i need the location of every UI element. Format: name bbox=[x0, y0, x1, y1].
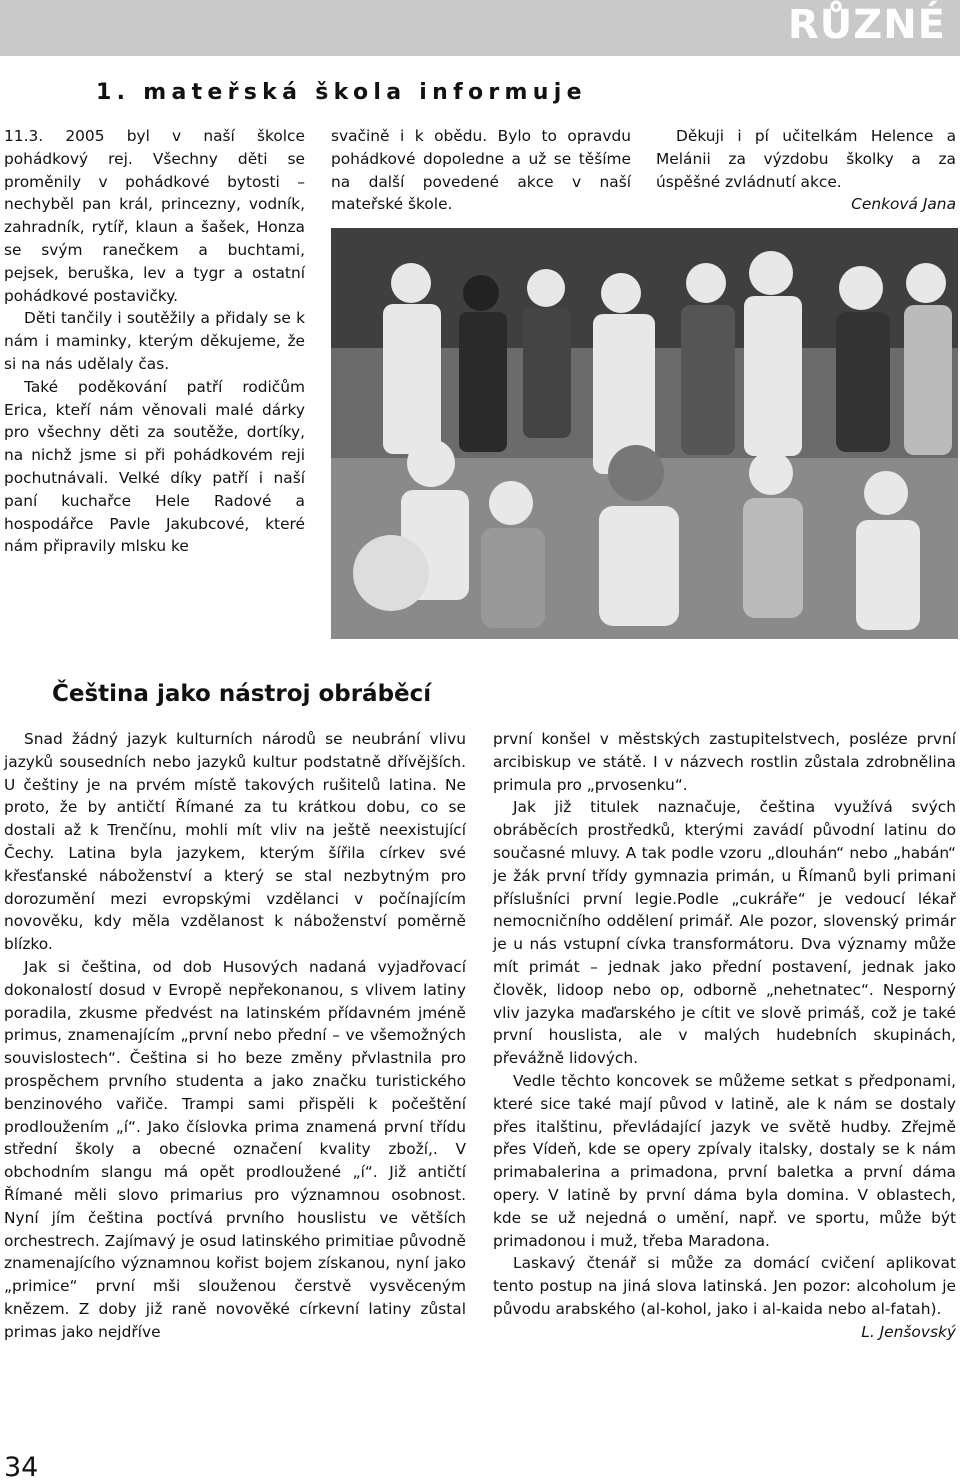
section-title: RŮZNÉ bbox=[787, 2, 946, 48]
paragraph: Také poděkování patří rodičům Erica, kteří nám věnovali malé dárky pro všechny děti za soutěže, dortíky, na nichž jsme si při pohádkovém reji pochutnávali. Velké díky patří i naší paní kuchařce Hele Radové a hospodářce Pavle Jakubcové, které nám připravily mlsku ke bbox=[4, 377, 305, 556]
article-column-1 bbox=[4, 125, 305, 558]
paragraph: Vedle těchto koncovek se můžeme setkat s předponami, které sice také mají původ v latině, ale k nám se dostaly přes italštinu, převládající jazyk ve světě hudby. Zřejmě přes Vídeň, kde se opery zpívaly italsky, dostaly se k nám primabalerina a primadona, první baletka a první dáma opery. V latině by první dáma byla domina. V oblastech, kde se už nejedná o umění, např. ve sportu, může být primadonou i muž, třeba Maradona. bbox=[493, 1071, 956, 1250]
paragraph: Laskavý čtenář si může za domácí cvičení aplikovat tento postup na jiná slova latinská. Jen pozor: alcoholum je původu arabského (al-kohol, jako i al-kaida nebo al-fatah). bbox=[493, 1254, 956, 1318]
paragraph: 11.3. 2005 byl v naší školce pohádkový rej. Všechny děti se proměnily v pohádkové bytosti – nechyběl pan král, princezny, vodník, zahradník, rytíř, klaun a šašek, Honza se svým ranečkem a buchtami, pejsek, beruška, lev a tygr a ostatní pohádkové postavičky. bbox=[4, 127, 305, 305]
signature: Cenková Jana bbox=[851, 195, 956, 214]
paragraph: svačině i k obědu. Bylo to opravdu pohádkové dopoledne a už se těšíme na další povedené akce v naší mateřské škole. bbox=[331, 127, 631, 214]
paragraph: Jak si čeština, od dob Husových nadaná vyjadřovací dokonalostí dosud v Evropě nepřekonanou, s vlivem latiny poradila, zkusme předvést na latinském přídavném jméně primus, znamenajícím „první nebo přední – ve všemožných souvislostech“. Čeština si ho beze změny přvlastnila pro prospěchem prvního studenta a jako značku turistického benzinového vařiče. Trampi sami přispěli k počeštění prodloužením „í“. Jako číslovka prima znamená první třídu střední školy a obecné označení kvality zboží,. V obchodním slangu má opět prodloužené „í“. Již antičtí Římané měli slovo primarius pro významnou osobnost. Nyní jím čeština poctívá prvního houslistu ve větších orchestrech. Zajímavý je osud latinského primitiae původně znamenajícího významnou kořist bojem získanou, nyní jako „primice“ první mši slouženou čerstvě vysvěceným knězem. Z doby již raně novověké církevní latiny zůstal primas jako nejdříve bbox=[4, 957, 466, 1341]
paragraph: Snad žádný jazyk kulturních národů se neubrání vlivu jazyků sousedních nebo jazyků kultur podstatně dřívějších. U češtiny je na prvém místě takových rušitelů latina. Ne proto, že by antičtí Římané za tu krátkou dobu, co se dostali až k Trenčínu, mohli mít vliv na ještě neexistující Čechy. Latina byla jazykem, kterým šířila církev své křesťanské náboženství a který se stal nezbytným pro dorozumění mezi evropskými vzdělanci v počínajícím novověku, kdy měla vzdělanost k náboženství poměrně blízko. bbox=[4, 730, 466, 954]
paragraph: Děkuji i pí učitelkám Helence a Melánii za výzdobu školky a za úspěšné zvládnutí akce. bbox=[656, 127, 956, 191]
signature: L. Jenšovský bbox=[861, 1322, 956, 1341]
article-title: 1. mateřská škola informuje bbox=[96, 80, 587, 105]
article-column-right bbox=[493, 728, 956, 1344]
paragraph: první konšel v městských zastupitelstvech, posléze první arcibiskup ve státě. I v názvech rostlin zůstala zdrobnělina primula pro „prvosenku“. bbox=[493, 730, 956, 794]
paragraph: Jak již titulek naznačuje, čeština využívá svých obráběcích prostředků, kterými zavádí původní latinu do současné mluvy. A tak podle vzoru „dlouhán“ nebo „habán“ je žák první třídy gymnazia primán, u Římanů byli primani příslušníci první legie.Podle „cukráře“ je vedoucí lékař nemocničního oddělení primář. Ale pozor, slovenský primár je u nás vstupní cívka transformátoru. Dva významy může mít primát – jednak jako přední postavení, jednak jako člověk, lidoop nebo op, odborně „nehetnatec“. Nesporný vliv jazyka maďarského je cítit ve slově primáš, což je také první houslista, ale v malých hudebních skupinách, převážně lidových. bbox=[493, 798, 956, 1068]
page-number: 34 bbox=[4, 1452, 39, 1483]
paragraph: Děti tančily i soutěžily a přidaly se k nám i maminky, kterým děkujeme, že si na nás udělaly čas. bbox=[4, 309, 305, 373]
section-header-band bbox=[0, 0, 960, 56]
kindergarten-carnival-photo bbox=[331, 228, 958, 639]
article-column-2 bbox=[331, 125, 631, 216]
article-column-left bbox=[4, 728, 466, 1344]
article-column-3 bbox=[656, 125, 956, 216]
article-title: Čeština jako nástroj obráběcí bbox=[52, 681, 432, 707]
